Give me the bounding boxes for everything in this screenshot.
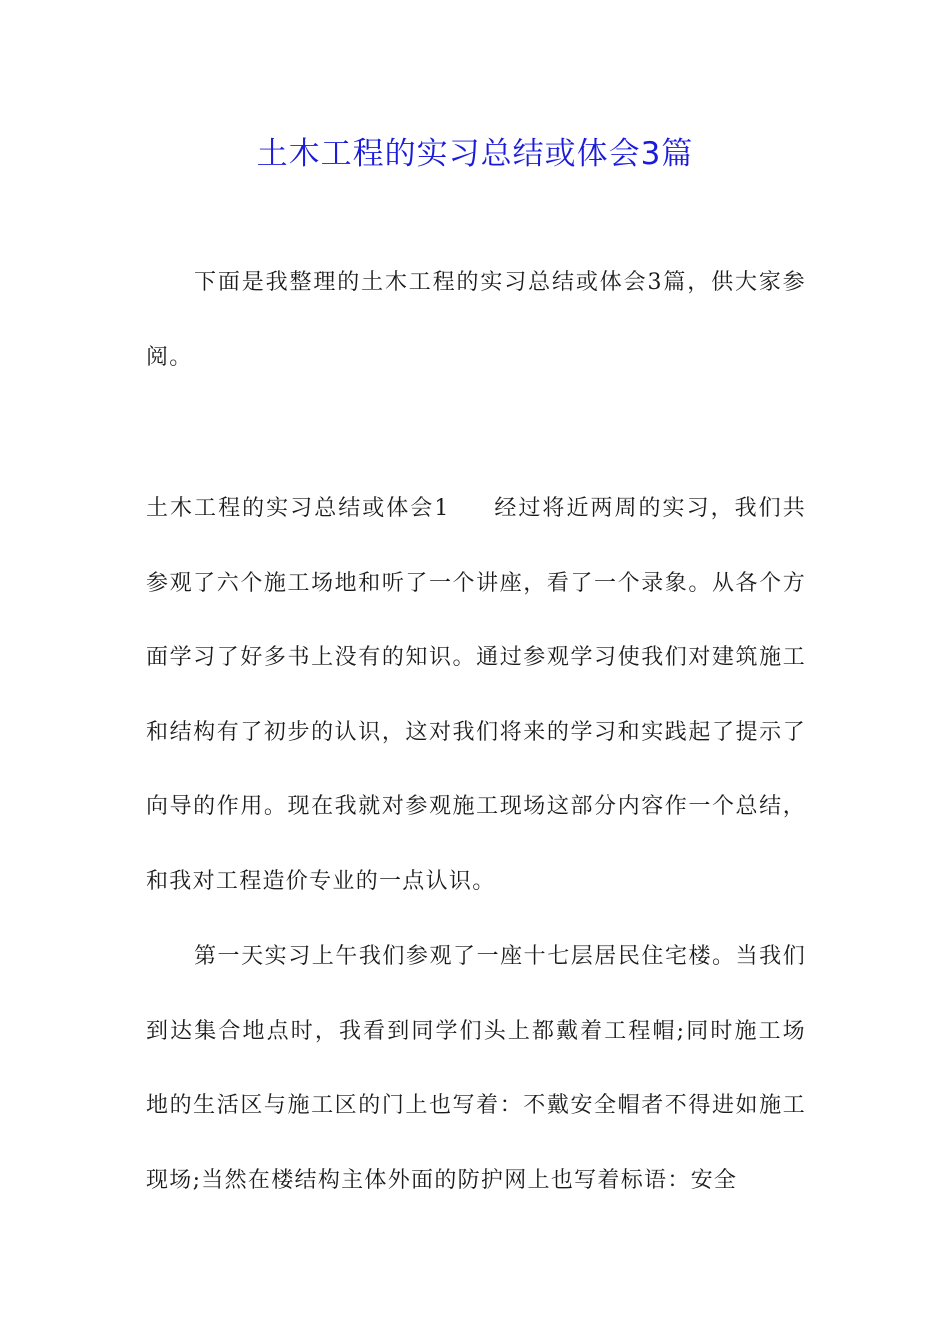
section1-heading: 土木工程的实习总结或体会1	[146, 496, 450, 521]
section1-paragraph1: 经过将近两周的实习，我们共参观了六个施工场地和听了一个讲座，看了一个录象。从各个方面学习了好多书上没有的知识。通过参观学习使我们对建筑施工和结构有了初步的认识，这对我们将来的学习和实践起了提示了向导的作用。现在我就对参观施工现场这部分内容作一个总结，和我对工程造价专业的一点认识。	[146, 496, 806, 894]
section1-first-paragraph	[146, 472, 806, 919]
document-title: 土木工程的实习总结或体会3篇	[256, 136, 694, 172]
section1-paragraph2: 第一天实习上午我们参观了一座十七层居民住宅楼。当我们到达集合地点时，我看到同学们头上都戴着工程帽;同时施工场地的生活区与施工区的门上也写着：不戴安全帽者不得进如施工现场;当然在楼结构主体外面的防护网上也写着标语：安全	[146, 944, 806, 1193]
intro-paragraph: 下面是我整理的土木工程的实习总结或体会3篇，供大家参阅。	[146, 270, 806, 370]
